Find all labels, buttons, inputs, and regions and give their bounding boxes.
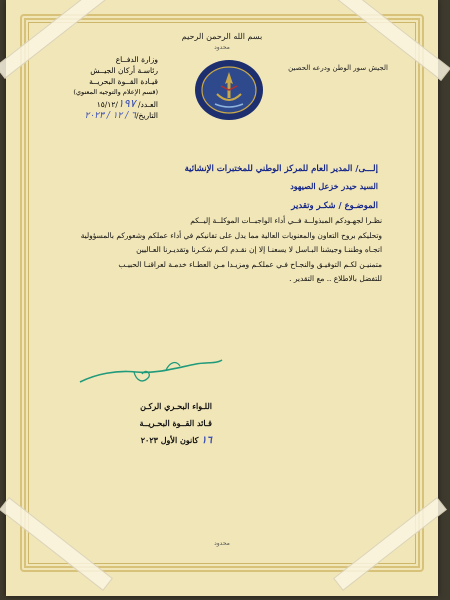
recipient-line: إلـــى/ المدير العام للمركز الوطني للمختبرات الإنشائية	[184, 164, 378, 174]
body-line: وتحليكم بروح التعاون والمعنويات العالية مما يدل على تفانيكم في أداء عملكم وشعوركم بالمسؤولية	[80, 230, 382, 240]
body-line: للتفضل بالاطلاع .. مع التقدير .	[289, 274, 382, 283]
ministry-name: وزارة الدفــاع	[115, 55, 158, 64]
reference-number: العـدد/ ١٥/١٢/١٩٧	[96, 97, 158, 110]
handwritten-signature	[76, 352, 226, 392]
signature-block	[62, 398, 212, 449]
navy-emblem-icon	[189, 56, 269, 124]
classification-top: محدود	[214, 44, 230, 51]
staff-name: رئاسـة أركان الجيــش	[90, 66, 158, 75]
signature-date: ١٦ كانون الأول ٢٠٢٣	[140, 435, 212, 446]
subject-line: الموضـوع / شكـر وتقدير	[291, 201, 378, 211]
issuer-block	[48, 54, 158, 122]
command-name: قيـادة القــوة البحريــة	[89, 77, 158, 86]
classification-bottom: محدود	[214, 540, 230, 547]
body-line: اتجـاه وطننـا وجيشنا البـاسل لا يسعنـا إلا إن نقـدم لكـم شكـرنا وتقديـرنا العـاليين	[136, 245, 382, 254]
army-slogan: الجيش سور الوطن ودرعه الحصين	[288, 64, 388, 72]
body-line: متمنيـن لكـم التوفيـق والنجـاح فـي عملكـم ومزيـدا مـن العطـاء خدمـة لعراقنـا الحبيـب	[118, 259, 382, 269]
body-line: نظـرا لجهـودكم المبذولــة فــي أداء الواجبــات الموكلــة إليــكم	[190, 216, 382, 225]
department-name: (قسم الإعلام والتوجيه المعنوي)	[73, 88, 158, 96]
recipient-name: السيد حيدر خزعل الصيهود	[290, 181, 378, 191]
handwritten-number: ١٩٧	[117, 97, 136, 110]
letter-sheet	[6, 0, 438, 596]
reference-date: التاريخ/٦ / ١٢ / ٢٠٢٣	[84, 111, 158, 121]
basmala: بسم الله الرحمن الرحيم	[181, 32, 263, 41]
signatory-rank: اللـواء البحـري الركـن	[140, 401, 212, 411]
signatory-title: قـائد القــوة البحـريــة	[139, 418, 212, 428]
letter-body	[50, 214, 382, 287]
